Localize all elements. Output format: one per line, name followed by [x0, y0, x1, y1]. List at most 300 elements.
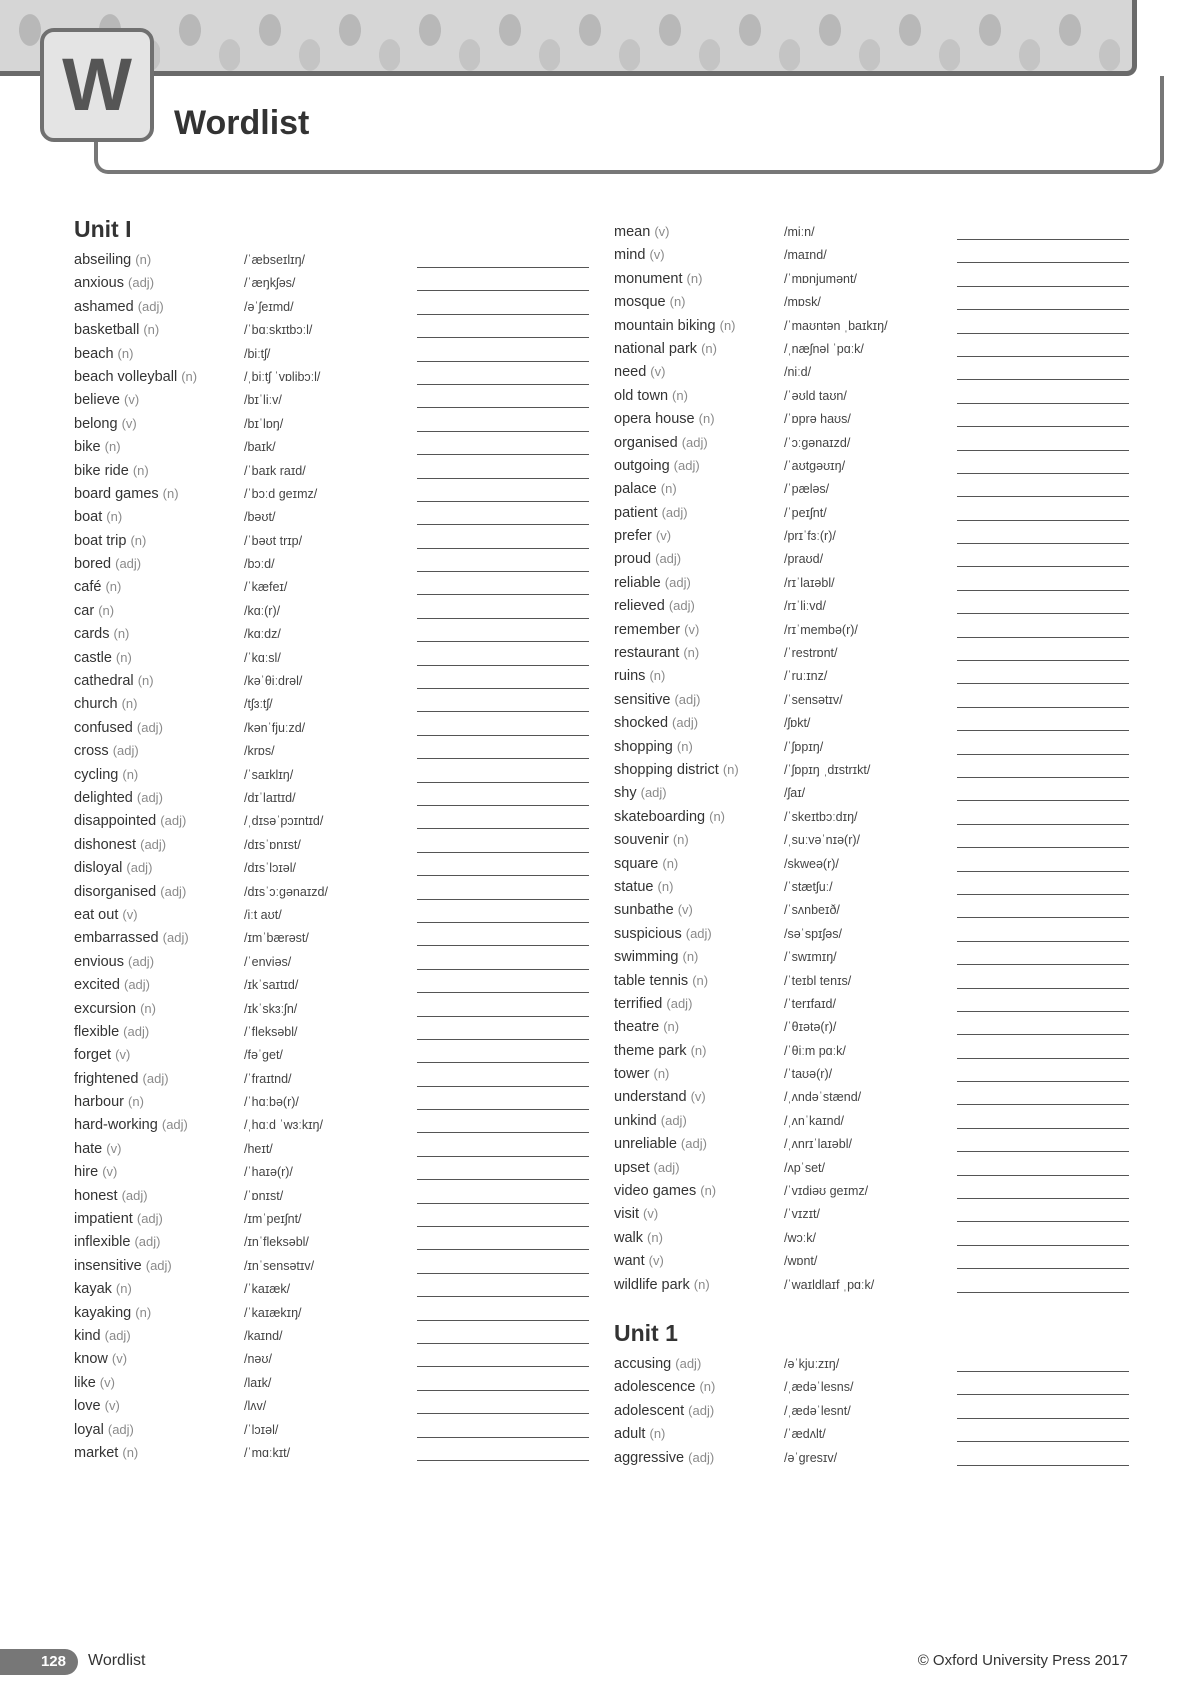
- entry-pronunciation: /ˈæŋkʃəs/: [244, 276, 296, 291]
- entry-pronunciation: /kəˈθiːdrəl/: [244, 674, 303, 689]
- wordlist-entry: [614, 456, 1134, 479]
- entry-part-of-speech: (adj): [668, 598, 695, 614]
- entry-pronunciation: /ˈsʌnbeɪð/: [784, 903, 840, 918]
- entry-word-text: restaurant: [614, 645, 680, 662]
- entry-pronunciation: /ˈæbseɪlɪŋ/: [244, 253, 306, 267]
- entry-word: [74, 905, 138, 925]
- answer-line[interactable]: [417, 1016, 589, 1017]
- wordlist-entry: [614, 362, 1134, 385]
- entry-word-text: belong: [74, 415, 118, 432]
- wordlist-entry: [614, 1041, 1134, 1064]
- answer-line[interactable]: [957, 1418, 1129, 1419]
- entry-word-text: anxious: [74, 275, 124, 292]
- entry-pronunciation: /ˈɒprə haʊs/: [784, 412, 851, 427]
- entry-word-text: bike: [74, 439, 101, 456]
- answer-line[interactable]: [417, 1226, 589, 1227]
- entry-pronunciation: /ˌdɪsəˈpɔɪntɪd/: [244, 814, 324, 829]
- wordlist-entry: [614, 1424, 1134, 1447]
- entry-word-text: like: [74, 1374, 96, 1391]
- entry-word: [74, 858, 152, 878]
- entry-word: [74, 1396, 120, 1416]
- entry-word-text: wildlife park: [614, 1276, 690, 1293]
- entry-part-of-speech: (v): [111, 1351, 128, 1367]
- entry-word-text: church: [74, 696, 118, 713]
- entry-word: [74, 1209, 163, 1229]
- answer-line[interactable]: [957, 403, 1129, 404]
- entry-pronunciation: /skweə(r)/: [784, 856, 839, 871]
- answer-line[interactable]: [417, 1390, 589, 1391]
- answer-line[interactable]: [957, 590, 1129, 591]
- answer-line[interactable]: [957, 1198, 1129, 1199]
- entry-word-text: harbour: [74, 1094, 124, 1111]
- answer-line[interactable]: [417, 1366, 589, 1367]
- answer-line[interactable]: [417, 314, 589, 315]
- answer-line[interactable]: [957, 613, 1129, 614]
- answer-line[interactable]: [417, 384, 589, 385]
- entry-word-text: table tennis: [614, 972, 689, 989]
- answer-line[interactable]: [417, 1062, 589, 1063]
- wordlist-entry: [614, 479, 1134, 502]
- entry-pronunciation: /dɪsˈlɔɪəl/: [244, 861, 296, 876]
- entry-word: [614, 854, 678, 874]
- entry-word: [614, 479, 677, 499]
- right-entry-list: [614, 222, 1134, 1298]
- answer-line[interactable]: [417, 899, 589, 900]
- wordlist-entry: [614, 783, 1134, 806]
- wordlist-entry: [614, 503, 1134, 526]
- wordlist-entry: [614, 1377, 1134, 1400]
- wordlist-entry: [614, 690, 1134, 713]
- answer-line[interactable]: [417, 1132, 589, 1133]
- answer-line[interactable]: [417, 431, 589, 432]
- wordlist-entry: [74, 297, 594, 320]
- entry-word-text: forget: [74, 1047, 112, 1064]
- answer-line[interactable]: [957, 637, 1129, 638]
- entry-part-of-speech: (v): [650, 364, 666, 380]
- answer-line[interactable]: [417, 1156, 589, 1157]
- answer-line[interactable]: [957, 286, 1129, 287]
- entry-word-text: market: [74, 1444, 119, 1461]
- wordlist-entry: [74, 1162, 594, 1185]
- entry-word-text: believe: [74, 392, 120, 409]
- answer-line[interactable]: [957, 520, 1129, 521]
- answer-line[interactable]: [417, 1460, 589, 1461]
- entry-part-of-speech: (v): [106, 1140, 122, 1156]
- answer-line[interactable]: [417, 290, 589, 291]
- answer-line[interactable]: [417, 1320, 589, 1321]
- answer-line[interactable]: [417, 805, 589, 806]
- answer-line[interactable]: [957, 683, 1129, 684]
- entry-part-of-speech: (v): [115, 1047, 131, 1063]
- entry-word: [614, 994, 692, 1014]
- entry-pronunciation: /mɒsk/: [784, 295, 821, 310]
- wordlist-entry: [74, 835, 594, 858]
- answer-line[interactable]: [417, 501, 589, 502]
- answer-line[interactable]: [957, 356, 1129, 357]
- entry-word-text: national park: [614, 340, 698, 357]
- answer-line[interactable]: [417, 688, 589, 689]
- entry-word: [614, 1401, 714, 1421]
- answer-line[interactable]: [957, 1245, 1129, 1246]
- answer-line[interactable]: [957, 871, 1129, 872]
- answer-line[interactable]: [417, 782, 589, 783]
- answer-line[interactable]: [957, 543, 1129, 544]
- wordlist-entry: [614, 1228, 1134, 1251]
- wordlist-entry: [74, 1373, 594, 1396]
- entry-part-of-speech: (v): [99, 1374, 115, 1390]
- entry-word: [74, 999, 156, 1019]
- entry-word: [74, 531, 146, 551]
- entry-word-text: dishonest: [74, 836, 137, 853]
- answer-line[interactable]: [957, 1221, 1129, 1222]
- answer-line[interactable]: [957, 777, 1129, 778]
- entry-word: [614, 596, 695, 616]
- entry-part-of-speech: (n): [693, 1276, 710, 1292]
- answer-line[interactable]: [957, 1151, 1129, 1152]
- entry-part-of-speech: (adj): [666, 995, 693, 1011]
- entry-word: [614, 830, 689, 850]
- entry-pronunciation: /praʊd/: [784, 552, 824, 567]
- entry-part-of-speech: (n): [669, 294, 686, 310]
- wordlist-entry: [74, 531, 594, 554]
- entry-pronunciation: /bɪˈliːv/: [244, 393, 282, 408]
- entry-part-of-speech: (adj): [104, 1327, 131, 1343]
- wordlist-entry: [614, 737, 1134, 760]
- entry-pronunciation: /əˈgresɪv/: [784, 1450, 838, 1465]
- answer-line[interactable]: [957, 707, 1129, 708]
- answer-line[interactable]: [957, 800, 1129, 801]
- wordlist-entry: [74, 975, 594, 998]
- wordlist-entry: [74, 1396, 594, 1419]
- wordlist-entry: [614, 854, 1134, 877]
- wordlist-entry: [74, 414, 594, 437]
- wordlist-entry: [614, 620, 1134, 643]
- entry-word-text: square: [614, 855, 659, 872]
- entry-pronunciation: /ˈlɔɪəl/: [244, 1422, 279, 1437]
- wordlist-entry: [614, 971, 1134, 994]
- entry-part-of-speech: (v): [649, 247, 665, 263]
- answer-line[interactable]: [957, 1128, 1129, 1129]
- entry-word-text: cycling: [74, 766, 119, 783]
- entry-part-of-speech: (adj): [685, 925, 712, 941]
- entry-word-text: understand: [614, 1089, 687, 1106]
- entry-pronunciation: /ˈθɪətə(r)/: [784, 1020, 837, 1035]
- wordlist-entry: [614, 1134, 1134, 1157]
- entry-part-of-speech: (n): [657, 878, 674, 894]
- entry-pronunciation: /ˌædəˈlesnt/: [784, 1403, 851, 1418]
- entry-word: [74, 1443, 138, 1463]
- entry-word-text: mountain biking: [614, 317, 716, 334]
- entry-pronunciation: /ˈrestrɒnt/: [784, 646, 838, 661]
- answer-line[interactable]: [957, 473, 1129, 474]
- entry-word-text: excited: [74, 977, 120, 994]
- answer-line[interactable]: [417, 758, 589, 759]
- entry-word: [74, 601, 114, 621]
- answer-line[interactable]: [957, 964, 1129, 965]
- wordlist-entry: [74, 1186, 594, 1209]
- entry-word: [614, 1087, 706, 1107]
- wordlist-entry: [74, 461, 594, 484]
- entry-part-of-speech: (n): [663, 1019, 680, 1035]
- entry-pronunciation: /ˈruːɪnz/: [784, 669, 828, 684]
- entry-word: [74, 320, 159, 340]
- entry-pronunciation: /ˈtaʊə(r)/: [784, 1067, 833, 1082]
- answer-line[interactable]: [417, 992, 589, 993]
- answer-line[interactable]: [417, 337, 589, 338]
- entry-part-of-speech: (adj): [128, 953, 155, 969]
- answer-line[interactable]: [417, 1413, 589, 1414]
- answer-line[interactable]: [417, 548, 589, 549]
- wordlist-entry: [74, 858, 594, 881]
- answer-line[interactable]: [417, 1437, 589, 1438]
- answer-line[interactable]: [957, 1292, 1129, 1293]
- entry-pronunciation: /ˈhaɪə(r)/: [244, 1165, 293, 1180]
- entry-pronunciation: /bəʊt/: [244, 510, 276, 525]
- answer-line[interactable]: [417, 267, 589, 268]
- entry-word: [614, 807, 725, 827]
- answer-line[interactable]: [417, 1273, 589, 1274]
- answer-line[interactable]: [957, 1081, 1129, 1082]
- answer-line[interactable]: [957, 754, 1129, 755]
- entry-part-of-speech: (adj): [142, 1070, 169, 1086]
- entry-pronunciation: /ˈkaɪæk/: [244, 1282, 291, 1297]
- left-column: [74, 214, 594, 1466]
- entry-word-text: statue: [614, 878, 654, 895]
- answer-line[interactable]: [417, 711, 589, 712]
- entry-pronunciation: /ˈaʊtgəʊɪŋ/: [784, 458, 846, 473]
- entry-part-of-speech: (adj): [115, 556, 142, 572]
- answer-line[interactable]: [417, 875, 589, 876]
- answer-line[interactable]: [417, 524, 589, 525]
- answer-line[interactable]: [417, 1343, 589, 1344]
- answer-line[interactable]: [957, 1011, 1129, 1012]
- wordlist-entry: [74, 484, 594, 507]
- entry-word: [614, 386, 688, 406]
- entry-word-text: board games: [74, 485, 159, 502]
- answer-line[interactable]: [957, 988, 1129, 989]
- entry-part-of-speech: (n): [676, 738, 693, 754]
- answer-line[interactable]: [957, 1268, 1129, 1269]
- entry-pronunciation: /ˈθiːm pɑːk/: [784, 1043, 846, 1058]
- answer-line[interactable]: [957, 496, 1129, 497]
- answer-line[interactable]: [957, 1441, 1129, 1442]
- entry-word-text: organised: [614, 434, 678, 451]
- entry-word: [614, 1377, 715, 1397]
- entry-word: [74, 765, 138, 785]
- entry-word: [74, 1349, 127, 1369]
- entry-part-of-speech: (n): [683, 645, 700, 661]
- entry-word-text: video games: [614, 1183, 697, 1200]
- unit-heading: Unit I: [74, 216, 132, 242]
- entry-word: [614, 1448, 714, 1468]
- entry-part-of-speech: (adj): [136, 719, 163, 735]
- answer-line[interactable]: [417, 1249, 589, 1250]
- entry-word: [614, 713, 698, 733]
- wordlist-entry: [74, 344, 594, 367]
- entry-word-text: delighted: [74, 789, 133, 806]
- answer-line[interactable]: [417, 454, 589, 455]
- entry-pronunciation: /wɔːk/: [784, 1230, 816, 1245]
- answer-line[interactable]: [957, 1371, 1129, 1372]
- answer-line[interactable]: [417, 1296, 589, 1297]
- answer-line[interactable]: [957, 566, 1129, 567]
- answer-line[interactable]: [417, 618, 589, 619]
- entry-word-text: old town: [614, 387, 669, 404]
- entry-word-text: remember: [614, 621, 681, 638]
- entry-part-of-speech: (adj): [123, 977, 150, 993]
- entry-part-of-speech: (n): [128, 1094, 144, 1110]
- entry-part-of-speech: (n): [130, 532, 147, 548]
- answer-line[interactable]: [957, 1394, 1129, 1395]
- entry-pronunciation: /dɪˈlaɪtɪd/: [244, 790, 296, 805]
- entry-word: [614, 503, 688, 523]
- wordlist-entry: [614, 1401, 1134, 1424]
- wordlist-entry: [614, 1181, 1134, 1204]
- entry-word-text: boat: [74, 509, 103, 526]
- entry-word-text: adolescence: [614, 1379, 696, 1396]
- answer-line[interactable]: [417, 1109, 589, 1110]
- answer-line[interactable]: [957, 1058, 1129, 1059]
- answer-line[interactable]: [957, 730, 1129, 731]
- entry-word-text: insensitive: [74, 1257, 142, 1274]
- entry-pronunciation: /ɪkˈsaɪtɪd/: [244, 978, 299, 993]
- entry-word: [74, 788, 163, 808]
- entry-word-text: suspicious: [614, 925, 682, 942]
- answer-line[interactable]: [957, 239, 1129, 240]
- answer-line[interactable]: [957, 824, 1129, 825]
- answer-line[interactable]: [957, 379, 1129, 380]
- answer-line[interactable]: [957, 426, 1129, 427]
- entry-pronunciation: /ˌnæʃnəl ˈpɑːk/: [784, 341, 864, 356]
- entry-word: [614, 900, 693, 920]
- entry-word: [614, 947, 698, 967]
- entry-word: [614, 409, 715, 429]
- answer-line[interactable]: [957, 917, 1129, 918]
- answer-line[interactable]: [417, 828, 589, 829]
- entry-word: [74, 624, 129, 644]
- answer-line[interactable]: [417, 1179, 589, 1180]
- answer-line[interactable]: [417, 852, 589, 853]
- entry-word-text: impatient: [74, 1211, 133, 1228]
- answer-line[interactable]: [417, 478, 589, 479]
- answer-line[interactable]: [957, 333, 1129, 334]
- entry-pronunciation: /ˌædəˈlesns/: [784, 1380, 854, 1395]
- entry-pronunciation: /ʃaɪ/: [784, 786, 806, 801]
- entry-word-text: shocked: [614, 715, 669, 732]
- entry-word: [74, 507, 122, 527]
- entry-part-of-speech: (v): [690, 1089, 706, 1105]
- wordlist-entry: [74, 671, 594, 694]
- answer-line[interactable]: [417, 1039, 589, 1040]
- answer-line[interactable]: [417, 735, 589, 736]
- entry-part-of-speech: (adj): [160, 813, 187, 829]
- answer-line[interactable]: [417, 361, 589, 362]
- entry-part-of-speech: (n): [106, 509, 123, 525]
- entry-pronunciation: /heɪt/: [244, 1141, 273, 1156]
- entry-part-of-speech: (adj): [674, 691, 701, 707]
- answer-line[interactable]: [957, 847, 1129, 848]
- answer-line[interactable]: [957, 941, 1129, 942]
- entry-word-text: theatre: [614, 1019, 660, 1036]
- entry-pronunciation: /niːd/: [784, 365, 812, 380]
- answer-line[interactable]: [957, 894, 1129, 895]
- entry-word-text: cathedral: [74, 673, 134, 690]
- entry-word-text: proud: [614, 551, 652, 568]
- entry-part-of-speech: (n): [692, 972, 709, 988]
- entry-word: [614, 690, 700, 710]
- answer-line[interactable]: [417, 641, 589, 642]
- entry-pronunciation: /wɒnt/: [784, 1254, 818, 1269]
- entry-word: [74, 1326, 131, 1346]
- wordlist-entry: [614, 807, 1134, 830]
- answer-line[interactable]: [417, 1086, 589, 1087]
- answer-line[interactable]: [957, 1104, 1129, 1105]
- entry-word-text: patient: [614, 504, 658, 521]
- answer-line[interactable]: [957, 1175, 1129, 1176]
- wordlist-entry: [614, 316, 1134, 339]
- answer-line[interactable]: [417, 594, 589, 595]
- answer-line[interactable]: [957, 1465, 1129, 1466]
- entry-pronunciation: /ˌhɑːd ˈwɜːkɪŋ/: [244, 1118, 323, 1133]
- entry-pronunciation: /dɪsˈɒnɪst/: [244, 837, 301, 852]
- entry-part-of-speech: (n): [105, 579, 122, 595]
- answer-line[interactable]: [417, 1203, 589, 1204]
- entry-part-of-speech: (adj): [136, 789, 163, 805]
- answer-line[interactable]: [417, 945, 589, 946]
- entry-word-text: kind: [74, 1327, 101, 1344]
- entry-word-text: shopping: [614, 738, 673, 755]
- wordlist-entry: [74, 320, 594, 343]
- entry-pronunciation: /ˈkɑːsl/: [244, 650, 281, 665]
- wordlist-entry: [74, 788, 594, 811]
- answer-line[interactable]: [957, 262, 1129, 263]
- entry-word-text: hate: [74, 1140, 103, 1157]
- entry-word: [74, 344, 133, 364]
- entry-word-text: love: [74, 1398, 101, 1415]
- answer-line[interactable]: [417, 922, 589, 923]
- wordlist-entry: [74, 390, 594, 413]
- entry-word: [74, 250, 151, 270]
- entry-part-of-speech: (n): [698, 411, 715, 427]
- answer-line[interactable]: [417, 407, 589, 408]
- entry-word-text: sunbathe: [614, 902, 674, 919]
- wordlist-entry: [74, 1232, 594, 1255]
- answer-line[interactable]: [957, 450, 1129, 451]
- entry-word-text: swimming: [614, 949, 679, 966]
- answer-line[interactable]: [417, 665, 589, 666]
- answer-line[interactable]: [957, 660, 1129, 661]
- entry-word-text: reliable: [614, 574, 661, 591]
- entry-part-of-speech: (v): [684, 621, 700, 637]
- entry-pronunciation: /ˈɔːgənaɪzd/: [784, 435, 851, 450]
- entry-pronunciation: /ˈswɪmɪŋ/: [784, 950, 837, 965]
- entry-part-of-speech: (adj): [661, 504, 688, 520]
- entry-pronunciation: /maɪnd/: [784, 248, 827, 263]
- wordlist-entry: [74, 1326, 594, 1349]
- entry-part-of-speech: (v): [121, 415, 137, 431]
- wordlist-entry: [74, 1209, 594, 1232]
- entry-word-text: unkind: [614, 1112, 657, 1129]
- entry-word-text: beach volleyball: [74, 368, 178, 385]
- answer-line[interactable]: [417, 571, 589, 572]
- answer-line[interactable]: [957, 309, 1129, 310]
- entry-pronunciation: /baɪk/: [244, 440, 276, 455]
- entry-word: [614, 760, 739, 780]
- entry-part-of-speech: (adj): [140, 836, 167, 852]
- answer-line[interactable]: [417, 969, 589, 970]
- wordlist-entry: [614, 269, 1134, 292]
- answer-line[interactable]: [957, 1034, 1129, 1035]
